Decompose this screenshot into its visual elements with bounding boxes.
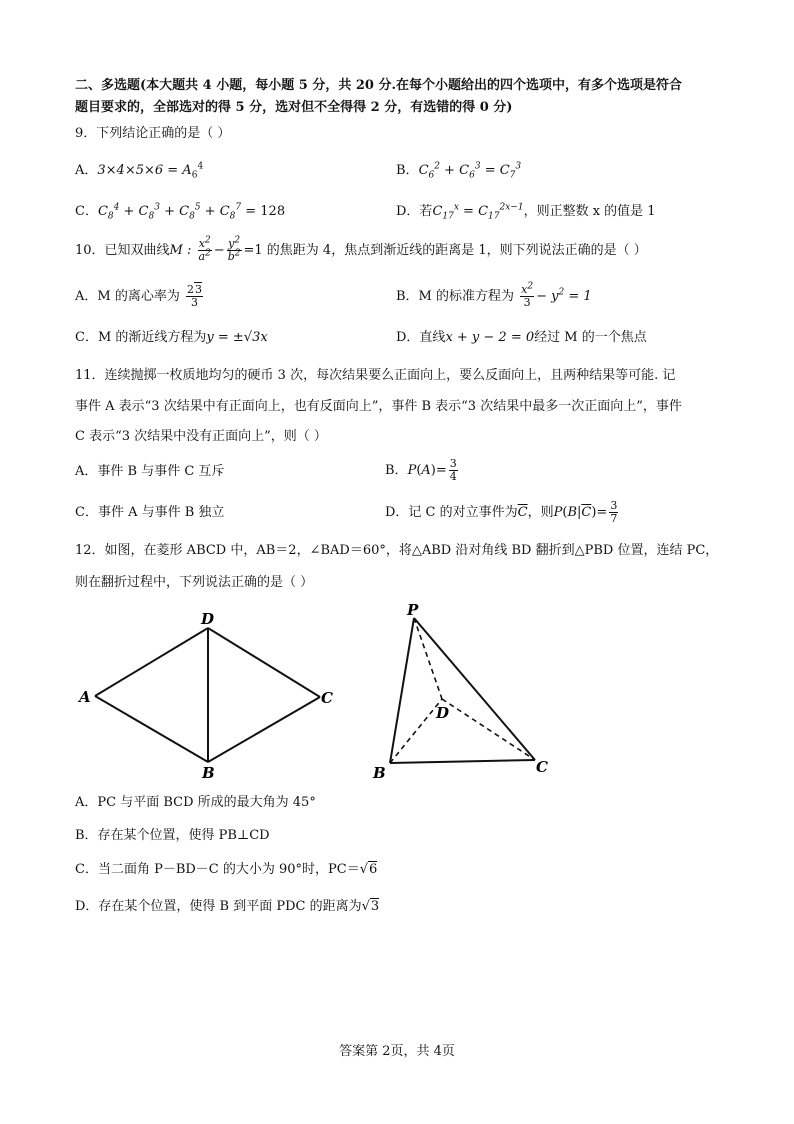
fig1-label-d: D — [201, 610, 215, 628]
q9-option-a-expr: 3×4×5×6 = A — [97, 163, 192, 178]
q12-option-b: B．存在某个位置，使得 PB⊥CD — [75, 828, 270, 843]
fig1-label-c: C — [321, 689, 333, 707]
edge-bd-hidden — [390, 699, 442, 763]
q10-stem-suffix: 的焦距为 4，焦点到渐近线的距离是 1，则下列说法正确的是（ ） — [266, 243, 647, 258]
q12-line2: 则在翻折过程中，下列说法正确的是（ ） — [75, 575, 314, 590]
q11-option-a: A．事件 B 与事件 C 互斥 — [75, 464, 225, 479]
q11-option-d-mid: ，则 — [527, 505, 554, 520]
page-footer: 答案第 2页，共 4页 — [339, 1044, 455, 1059]
section-title-line2: 题目要求的，全部选对的得 5 分，选对但不全得得 2 分，有选错的得 0 分) — [75, 100, 513, 115]
q11-line2: 事件 A 表示“3 次结果中有正面向上，也有反面向上”，事件 B 表示“3 次结果中最多一次正面向上”，事件 — [75, 399, 682, 414]
q10-option-c-text: C．M 的渐近线方程为 — [75, 330, 207, 345]
q9-option-d-label: D．若 — [396, 204, 433, 219]
q11-option-b-label: B． — [385, 463, 408, 478]
fig2-label-d: D — [436, 704, 450, 722]
q9-option-d-tail: ，则正整数 x 的值是 1 — [523, 204, 656, 219]
edge-bc — [390, 760, 535, 763]
q11-line3: C 表示“3 次结果中没有正面向上”，则（ ） — [75, 429, 327, 444]
edge-pd-hidden — [414, 618, 442, 699]
edge-dc — [208, 628, 320, 697]
edge-cb — [208, 697, 320, 762]
fig1-label-a: A — [79, 688, 91, 706]
fig2-label-p: P — [407, 601, 419, 619]
q10-option-d-tail: 经过 M 的一个焦点 — [534, 330, 647, 345]
q10-option-a-text: A．M 的离心率为 — [75, 289, 180, 304]
q10-option-c-eq: y = ±√3x — [206, 330, 268, 345]
fig1-label-b: B — [202, 764, 215, 782]
edge-ba — [95, 696, 208, 762]
q11-option-b: B．P(A)= $\frac{3}{4}$ — [385, 457, 457, 483]
section-title-line1: 二、多选题(本大题共 4 小题，每小题 5 分，共 20 分.在每个小题给出的四个选项中，有多个选项是符合 — [75, 78, 683, 93]
q9-option-c-label: C． — [75, 204, 98, 219]
q9-option-b: B．$C_6^2 + C_6^3 = C_7^3$ — [396, 161, 522, 181]
q9-option-d: D．若$C_{17}^x = C_{17}^{2x-1}$，则正整数 x 的值是 1 — [396, 202, 656, 222]
q9-option-c: C．$C_8^4 + C_8^3 + C_8^5 + C_8^7 = 128$ — [75, 202, 286, 222]
fig2-label-b: B — [373, 764, 386, 782]
q12-option-a: A．PC 与平面 BCD 所成的最大角为 45° — [75, 795, 316, 810]
q10-option-b: B．M 的标准方程为 $\frac{x^2}{3}$ − $y^2 = 1$ — [396, 281, 592, 309]
q9-option-b-label: B． — [396, 163, 419, 178]
q12-option-c: C．当二面角 P－BD－C 的大小为 90°时，PC＝√6 — [75, 862, 378, 877]
q12-option-d-prefix: D．存在某个位置，使得 B 到平面 PDC 的距离为 — [75, 899, 362, 914]
q12-option-d: D．存在某个位置，使得 B 到平面 PDC 的距离为√3 — [75, 899, 380, 914]
q10-stem-prefix: 10．已知双曲线 — [75, 243, 170, 258]
q10-stem: 10．已知双曲线M : $\frac{x^2}{a^2}$ − $\frac{y^2}{b^2}$ =1 的焦距为 4，焦点到渐近线的距离是 1，则下列说法正确的是（ ） — [75, 235, 647, 263]
q11-option-d: D．记 C 的对立事件为$\overline{C}$，则$P(B|\overline{C})=$ $\frac{3}{7}$ — [385, 499, 618, 525]
edge-ad — [95, 628, 208, 696]
q11-option-d-prefix: D．记 C 的对立事件为 — [385, 505, 518, 520]
figure-tetrahedron — [365, 600, 565, 785]
q10-option-a: A．M 的离心率为 $\frac{23}{3}$ — [75, 283, 202, 309]
q9-option-c-tail: = 128 — [245, 204, 286, 219]
figure-rhombus — [75, 605, 345, 785]
q10-option-d-text: D．直线 — [396, 330, 446, 345]
q9-option-a-label: A． — [75, 163, 98, 178]
q10-option-c — [75, 328, 268, 348]
fig2-label-c: C — [536, 758, 548, 776]
q11-line1: 11．连续抛掷一枚质地均匀的硬币 3 次，每次结果要么正面向上，要么反面向上，且两种结果等可能. 记 — [75, 368, 676, 383]
edge-pb — [390, 618, 414, 763]
q12-option-c-prefix: C．当二面角 P－BD－C 的大小为 90°时，PC＝ — [75, 862, 360, 877]
q9-stem: 9．下列结论正确的是（ ） — [75, 126, 231, 141]
edge-dc-hidden — [442, 699, 535, 760]
q11-option-c: C．事件 A 与事件 B 独立 — [75, 505, 225, 520]
q10-option-b-text: B．M 的标准方程为 — [396, 289, 514, 304]
edge-pc — [414, 618, 535, 760]
q10-option-d — [396, 328, 647, 348]
q10-option-d-eq: x + y − 2 = 0 — [445, 330, 535, 345]
q9-option-a: A．$3\times 4\times 5\times 6 = A_6^4$ — [75, 161, 204, 181]
q12-line1: 12．如图，在菱形 ABCD 中，AB＝2，∠BAD＝60°，将△ABD 沿对角线 BD 翻折到△PBD 位置，连结 PC， — [75, 543, 719, 558]
